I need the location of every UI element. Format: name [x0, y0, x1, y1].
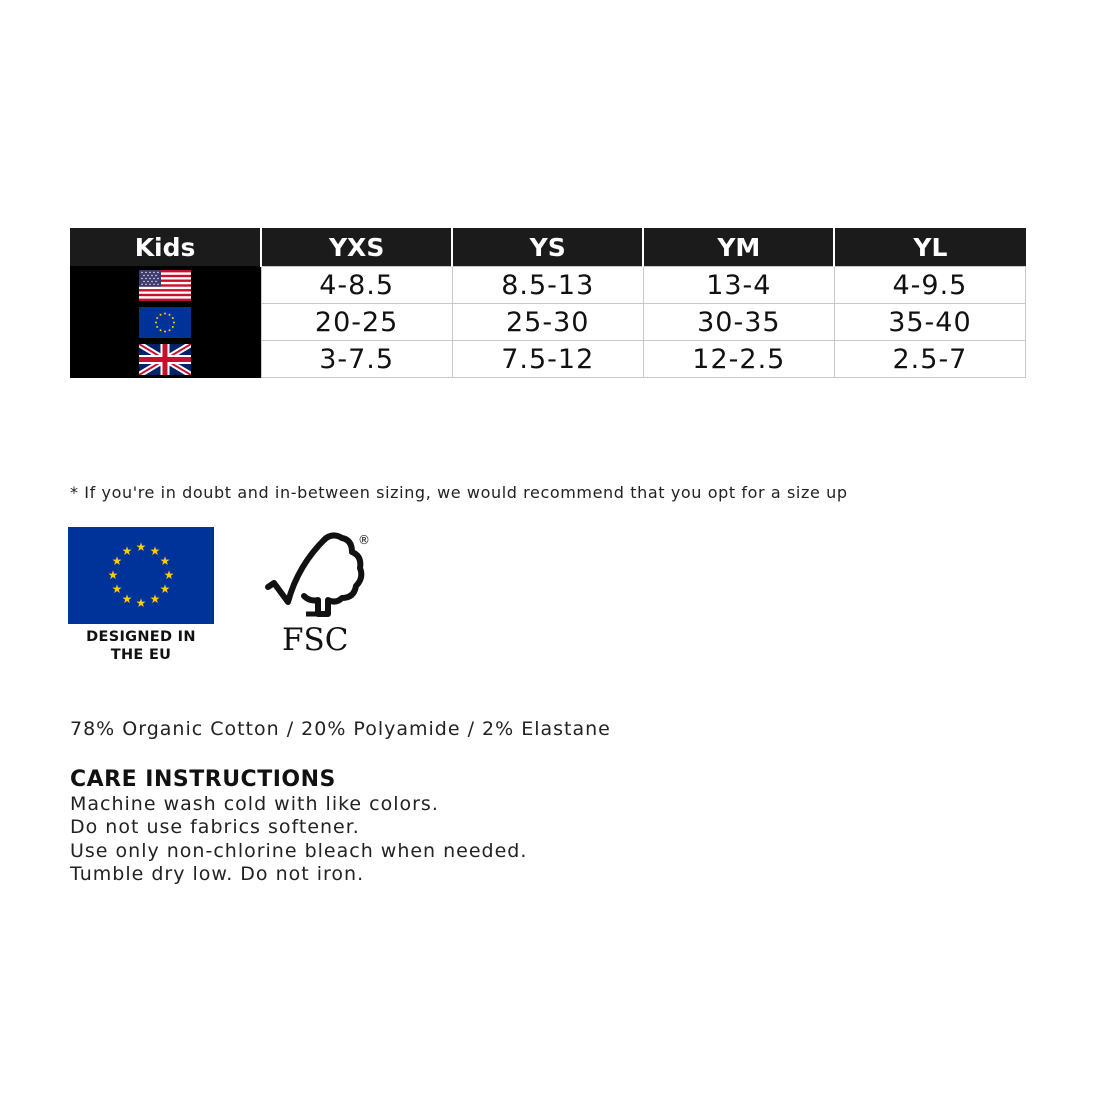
svg-text:★: ★	[163, 568, 175, 582]
eu-flag-icon	[68, 527, 214, 624]
svg-text:★: ★	[135, 596, 147, 610]
eu-flag-icon	[139, 307, 191, 338]
size-chart-table	[70, 228, 1026, 378]
designed-in-eu-badge	[68, 527, 214, 664]
size-row-eu	[70, 304, 1026, 341]
size-row-us	[70, 267, 1026, 304]
size-uk-ym: 12-2.5	[643, 341, 834, 378]
header-yl: YL	[834, 228, 1025, 267]
care-instructions-list	[70, 793, 527, 886]
eu-badge-caption	[68, 628, 214, 664]
size-chart-header-row	[70, 228, 1026, 267]
fsc-tree-check-icon	[260, 530, 370, 625]
flag-cell-us	[70, 267, 261, 304]
size-eu-ym: 30-35	[643, 304, 834, 341]
svg-text:★: ★	[149, 592, 161, 606]
size-eu-yl: 35-40	[834, 304, 1025, 341]
flag-cell-uk	[70, 341, 261, 378]
svg-text:★: ★	[135, 540, 147, 554]
size-uk-yxs: 3-7.5	[261, 341, 452, 378]
size-us-yxs: 4-8.5	[261, 267, 452, 304]
size-eu-yxs: 20-25	[261, 304, 452, 341]
svg-text:★: ★	[111, 582, 123, 596]
header-kids: Kids	[70, 228, 261, 267]
care-line-dry: Tumble dry low. Do not iron.	[70, 862, 365, 885]
flag-cell-eu	[70, 304, 261, 341]
size-uk-yl: 2.5-7	[834, 341, 1025, 378]
size-us-ys: 8.5-13	[452, 267, 643, 304]
sizing-note: * If you're in doubt and in-between sizing, we would recommend that you opt for a size up	[70, 483, 848, 502]
svg-text:★: ★	[111, 554, 123, 568]
header-yxs: YXS	[261, 228, 452, 267]
size-uk-ys: 7.5-12	[452, 341, 643, 378]
svg-text:★: ★	[121, 592, 133, 606]
header-ys: YS	[452, 228, 643, 267]
care-line-softener: Do not use fabrics softener.	[70, 816, 360, 839]
size-us-yl: 4-9.5	[834, 267, 1025, 304]
eu-badge-line2: THE EU	[110, 647, 172, 663]
size-eu-ys: 25-30	[452, 304, 643, 341]
size-row-uk	[70, 341, 1026, 378]
svg-text:★: ★	[107, 568, 119, 582]
care-line-bleach: Use only non-chlorine bleach when needed.	[70, 839, 528, 862]
fsc-label: FSC	[282, 622, 349, 658]
care-line-wash: Machine wash cold with like colors.	[70, 793, 439, 815]
fabric-composition: 78% Organic Cotton / 20% Polyamide / 2% Elastane	[70, 718, 611, 740]
size-us-ym: 13-4	[643, 267, 834, 304]
svg-text:★: ★	[159, 582, 171, 596]
header-ym: YM	[643, 228, 834, 267]
uk-flag-icon	[139, 344, 191, 375]
us-flag-icon	[139, 270, 191, 301]
svg-text:★: ★	[121, 544, 133, 558]
registered-mark: ®	[358, 533, 370, 547]
svg-text:★: ★	[149, 544, 161, 558]
svg-text:★: ★	[159, 554, 171, 568]
fsc-logo	[260, 530, 370, 658]
eu-badge-line1: DESIGNED IN	[86, 629, 196, 645]
care-instructions-title: CARE INSTRUCTIONS	[70, 767, 336, 792]
